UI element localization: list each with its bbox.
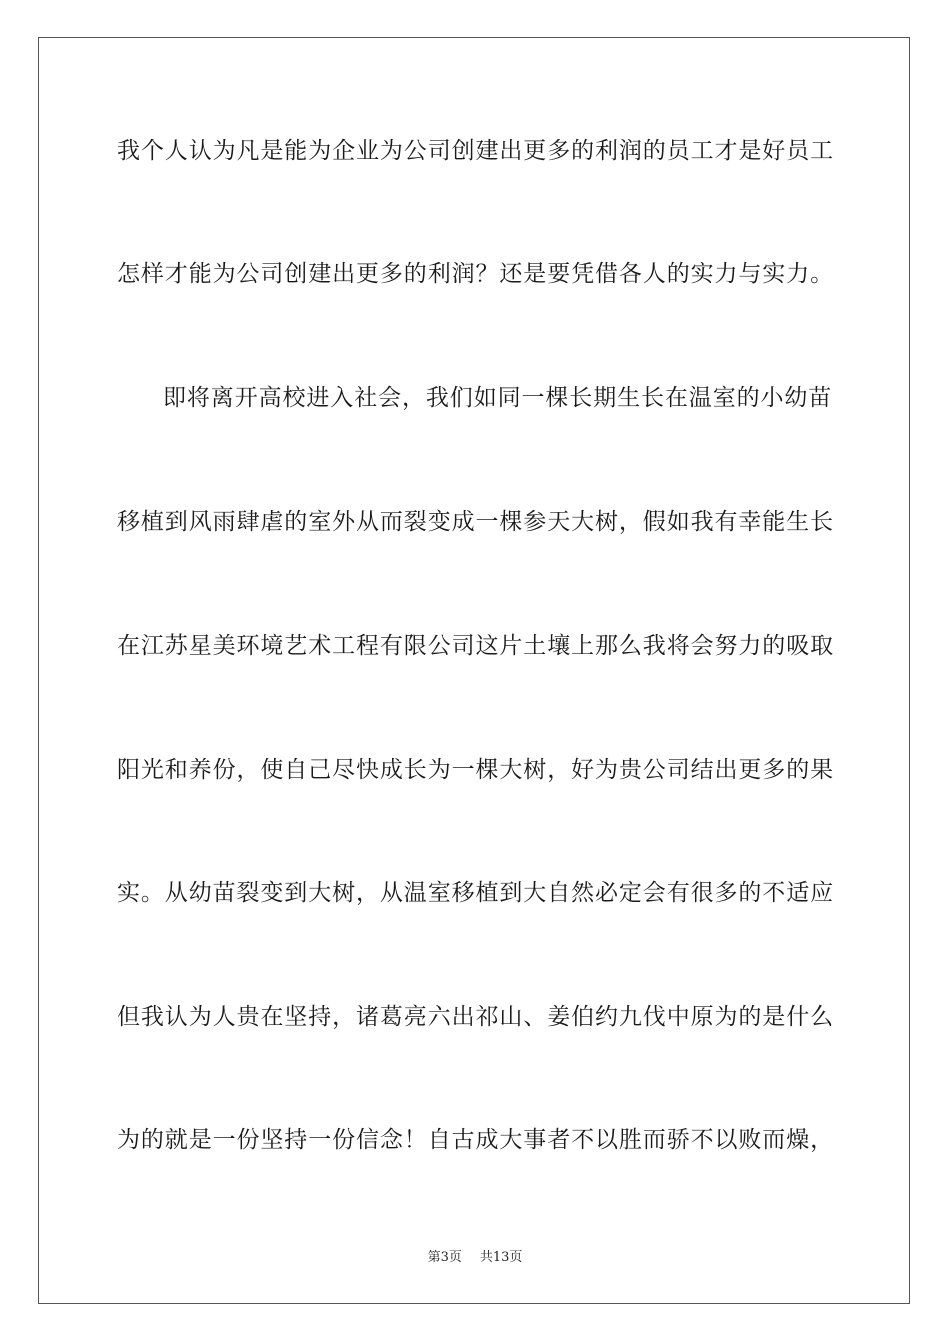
paragraph-line-9: 为的就是一份坚持一份信念！自古成大事者不以胜而骄不以败而燥， — [117, 1127, 834, 1153]
page-number: 第3页 — [427, 1250, 462, 1265]
paragraph-line-6: 阳光和养份，使自己尽快成长为一棵大树，好为贵公司结出更多的果 — [117, 757, 834, 783]
total-pages: 共13页 — [479, 1250, 523, 1265]
paragraph-line-8: 但我认为人贵在坚持，诸葛亮六出祁山、姜伯约九伐中原为的是什么 — [117, 1004, 834, 1030]
page-border — [38, 37, 910, 1304]
paragraph-line-4: 移植到风雨肆虐的室外从而裂变成一棵参天大树，假如我有幸能生长 — [117, 509, 834, 535]
paragraph-line-2: 怎样才能为公司创建出更多的利润？还是要凭借各人的实力与实力。 — [117, 261, 834, 287]
page-footer — [0, 1246, 950, 1265]
paragraph-line-3: 即将离开高校进入社会，我们如同一棵长期生长在温室的小幼苗 — [163, 385, 833, 411]
paragraph-line-5: 在江苏星美环境艺术工程有限公司这片土壤上那么我将会努力的吸取 — [117, 633, 834, 659]
paragraph-line-7: 实。从幼苗裂变到大树，从温室移植到大自然必定会有很多的不适应 — [117, 880, 834, 906]
paragraph-line-1: 我个人认为凡是能为企业为公司创建出更多的利润的员工才是好员工 — [117, 138, 834, 164]
